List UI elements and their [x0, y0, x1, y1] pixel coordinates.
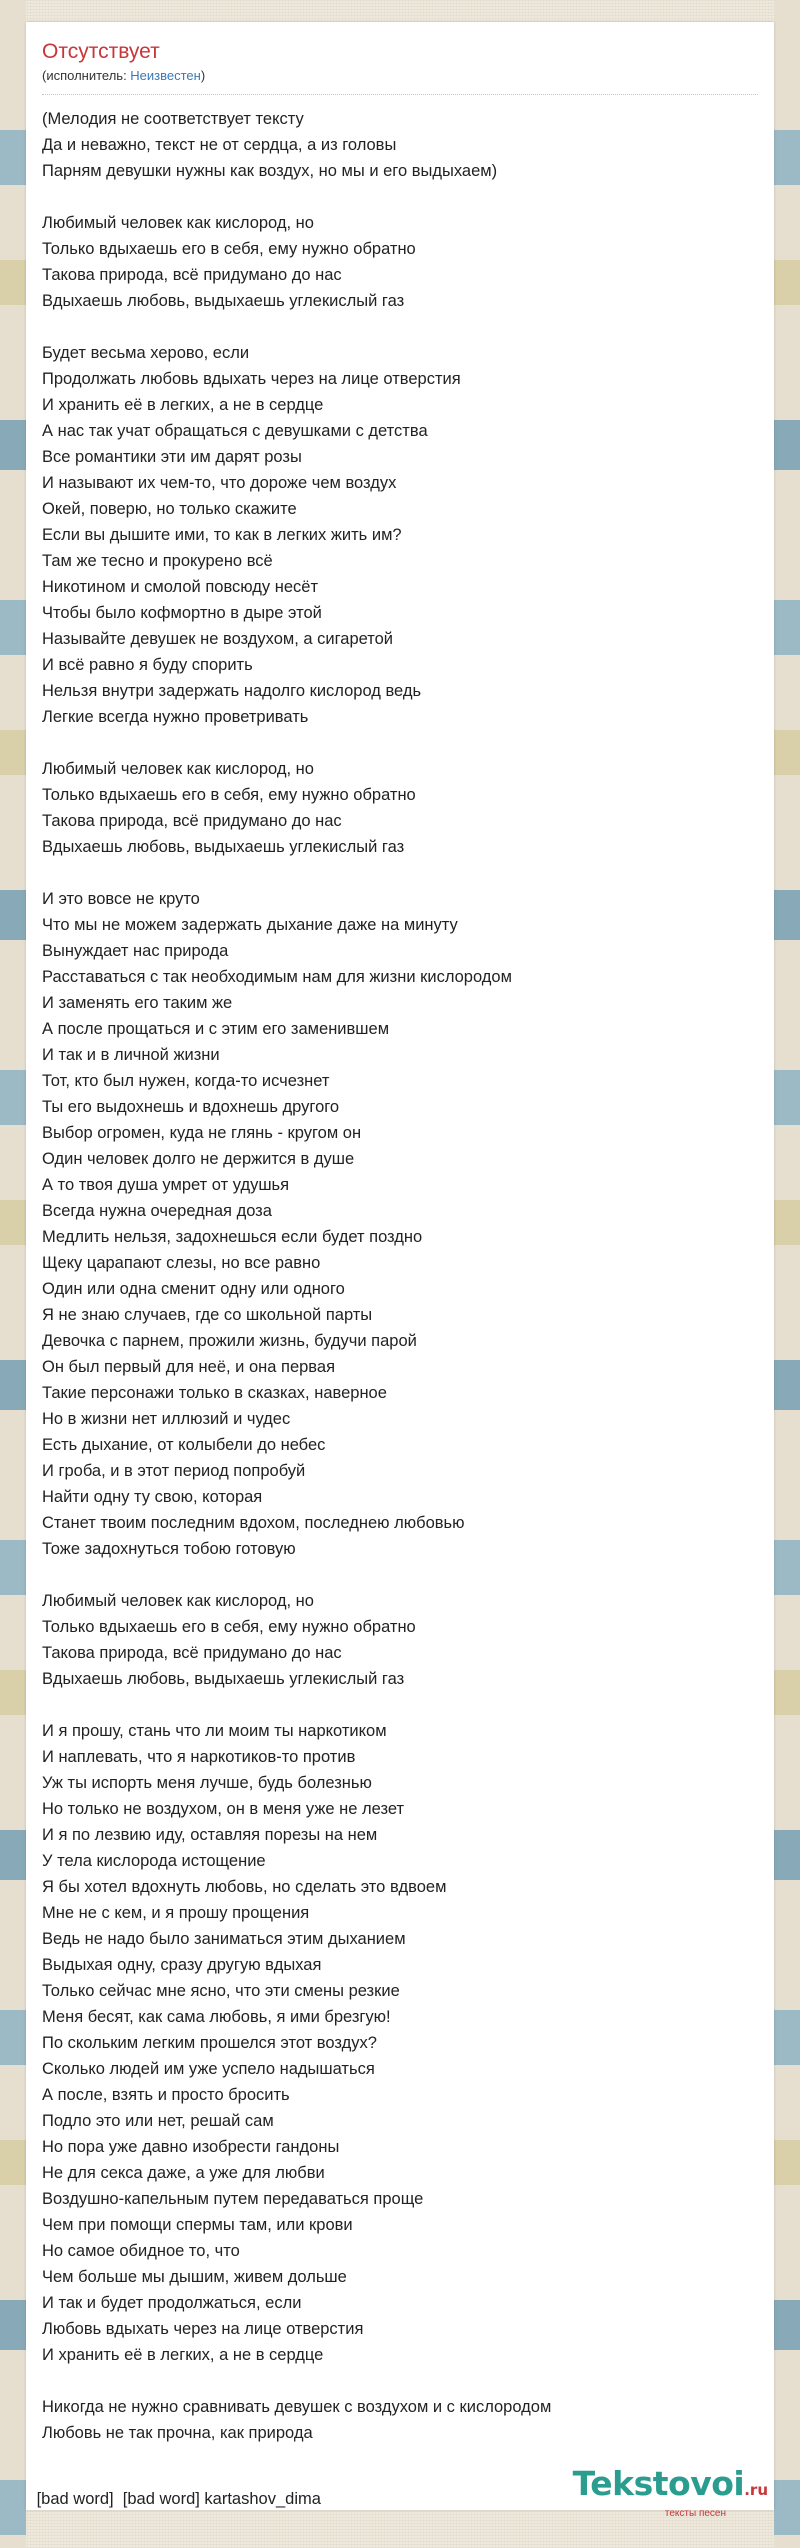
stanza-gap [42, 730, 758, 756]
lyric-line: Называйте девушек не воздухом, а сигаретой [42, 630, 394, 648]
lyric-line: Что мы не можем задержать дыхание даже на минуту [42, 916, 458, 934]
lyric-line: Только вдыхаешь его в себя, ему нужно обратно [42, 1618, 416, 1636]
lyric-line: Там же тесно и прокурено всё [42, 552, 273, 570]
lyric-line: Мне не с кем, и я прошу прощения [42, 1904, 310, 1922]
stanza-gap [42, 314, 758, 340]
lyric-line: Девочка с парнем, прожили жизнь, будучи парой [42, 1332, 417, 1350]
lyric-line: А нас так учат обращаться с девушками с детства [42, 422, 428, 440]
lyric-line: По скольким легким прошелся этот воздух? [42, 2034, 377, 2052]
lyrics-body [42, 106, 758, 2446]
logo-wordmark [538, 2466, 768, 2508]
lyric-line: И я по лезвию иду, оставляя порезы на нем [42, 1826, 378, 1844]
lyric-line: Подло это или нет, решай сам [42, 2112, 274, 2130]
lyric-line: Любимый человек как кислород, но [42, 214, 314, 232]
site-logo[interactable] [538, 2464, 768, 2519]
title-separator [42, 94, 758, 95]
stanza-gap [42, 2368, 758, 2394]
lyric-line: И я прошу, стань что ли моим ты наркотиком [42, 1722, 387, 1740]
lyric-line: Любовь вдыхать через на лице отверстия [42, 2320, 364, 2338]
lyric-line: И всё равно я буду спорить [42, 656, 253, 674]
lyric-line: А после прощаться и с этим его заменившем [42, 1020, 390, 1038]
lyric-line: Любимый человек как кислород, но [42, 1592, 314, 1610]
lyric-line: Тоже задохнуться тобою готовую [42, 1540, 296, 1558]
lyric-line: Такие персонажи только в сказках, наверное [42, 1384, 387, 1402]
lyric-line: Выдыхая одну, сразу другую вдыхая [42, 1956, 322, 1974]
lyric-line: Никогда не нужно сравнивать девушек с воздухом и с кислородом [42, 2398, 552, 2416]
lyric-line: Но самое обидное то, что [42, 2242, 240, 2260]
lyric-line: Да и неважно, текст не от сердца, а из головы [42, 136, 397, 154]
lyric-line: Вдыхаешь любовь, выдыхаешь углекислый газ [42, 1670, 405, 1688]
stanza-gap [42, 860, 758, 886]
lyric-line: Нельзя внутри задержать надолго кислород ведь [42, 682, 422, 700]
lyric-line: И наплевать, что я наркотиков-то против [42, 1748, 356, 1766]
lyric-line: А после, взять и просто бросить [42, 2086, 290, 2104]
lyric-line: Но пора уже давно изобрести гандоны [42, 2138, 340, 2156]
lyric-line: Расставаться с так необходимым нам для жизни кислородом [42, 968, 512, 986]
lyric-line: Меня бесят, как сама любовь, я ими брезгую! [42, 2008, 391, 2026]
logo-domain-suffix: .ru [744, 2481, 768, 2499]
lyric-line: И гроба, и в этот период попробуй [42, 1462, 306, 1480]
lyric-line: И так и в личной жизни [42, 1046, 220, 1064]
lyric-line: Окей, поверю, но только скажите [42, 500, 297, 518]
lyric-line: Вдыхаешь любовь, выдыхаешь углекислый газ [42, 838, 405, 856]
lyric-line: Но только не воздухом, он в меня уже не лезет [42, 1800, 405, 1818]
lyric-line: Воздушно-капельным путем передаваться проще [42, 2190, 424, 2208]
lyric-line: Сколько людей им уже успело надышаться [42, 2060, 375, 2078]
lyric-line: Но в жизни нет иллюзий и чудес [42, 1410, 291, 1428]
lyric-line: Такова природа, всё придумано до нас [42, 1644, 342, 1662]
lyric-line: А то твоя душа умрет от удушья [42, 1176, 290, 1194]
lyric-line: Парням девушки нужны как воздух, но мы и его выдыхаем) [42, 162, 498, 180]
lyric-line: Никотином и смолой повсюду несёт [42, 578, 319, 596]
artist-prefix: (исполнитель: [42, 68, 131, 83]
lyric-line: Выбор огромен, куда не глянь - кругом он [42, 1124, 362, 1142]
lyric-line: Такова природа, всё придумано до нас [42, 266, 342, 284]
lyric-line: Легкие всегда нужно проветривать [42, 708, 309, 726]
lyric-line: Станет твоим последним вдохом, последнею любовью [42, 1514, 465, 1532]
lyric-line: Вдыхаешь любовь, выдыхаешь углекислый газ [42, 292, 405, 310]
lyric-line: Любимый человек как кислород, но [42, 760, 314, 778]
lyric-line: Чем при помощи спермы там, или крови [42, 2216, 353, 2234]
lyric-line: Чтобы было кофмортно в дыре этой [42, 604, 322, 622]
lyric-line: И заменять его таким же [42, 994, 233, 1012]
lyric-line: И хранить её в легких, а не в сердце [42, 396, 324, 414]
lyric-line: Не для секса даже, а уже для любви [42, 2164, 325, 2182]
stanza-gap [42, 184, 758, 210]
lyric-line: Такова природа, всё придумано до нас [42, 812, 342, 830]
lyric-line: Уж ты испорть меня лучше, будь болезнью [42, 1774, 372, 1792]
lyric-line: И называют их чем-то, что дороже чем воздух [42, 474, 397, 492]
lyric-line: И это вовсе не круто [42, 890, 200, 908]
lyric-line: Вынуждает нас природа [42, 942, 229, 960]
credits-line: [bad word] [bad word] kartashov_dima [32, 2490, 321, 2508]
lyric-line: Есть дыхание, от колыбели до небес [42, 1436, 326, 1454]
lyric-line: Один или одна сменит одну или одного [42, 1280, 345, 1298]
lyric-line: И так и будет продолжаться, если [42, 2294, 302, 2312]
lyric-line: Только вдыхаешь его в себя, ему нужно обратно [42, 786, 416, 804]
lyric-line: Только сейчас мне ясно, что эти смены резкие [42, 1982, 400, 2000]
lyric-line: Щеку царапают слезы, но все равно [42, 1254, 321, 1272]
lyric-line: Один человек долго не держится в душе [42, 1150, 355, 1168]
stanza-gap [42, 1692, 758, 1718]
lyric-line: Всегда нужна очередная доза [42, 1202, 272, 1220]
logo-main-text: Tekstovoi [572, 2464, 745, 2503]
lyric-line: Любовь не так прочна, как природа [42, 2424, 313, 2442]
artist-suffix: ) [200, 68, 206, 83]
lyric-line: Если вы дышите ими, то как в легких жить им? [42, 526, 402, 544]
lyric-line: И хранить её в легких, а не в сердце [42, 2346, 324, 2364]
lyric-line: Тот, кто был нужен, когда-то исчезнет [42, 1072, 330, 1090]
lyric-line: Я не знаю случаев, где со школьной парты [42, 1306, 373, 1324]
lyrics-card [26, 22, 774, 2519]
stanza-gap [42, 1562, 758, 1588]
lyric-line: (Мелодия не соответствует тексту [42, 110, 304, 128]
lyric-line: Будет весьма херово, если [42, 344, 250, 362]
lyric-line: Он был первый для неё, и она первая [42, 1358, 336, 1376]
lyric-line: Найти одну ту свою, которая [42, 1488, 263, 1506]
lyric-line: Только вдыхаешь его в себя, ему нужно обратно [42, 240, 416, 258]
lyric-line: Медлить нельзя, задохнешься если будет поздно [42, 1228, 423, 1246]
right-decorative-stripe [774, 0, 800, 2548]
logo-tagline: тексты песен [664, 2508, 726, 2519]
lyric-line: У тела кислорода истощение [42, 1852, 266, 1870]
lyric-line: Чем больше мы дышим, живем дольше [42, 2268, 347, 2286]
lyric-line: Все романтики эти им дарят розы [42, 448, 302, 466]
artist-link[interactable]: Неизвестен [130, 68, 201, 83]
artist-line [42, 68, 205, 84]
lyric-line: Продолжать любовь вдыхать через на лице отверстия [42, 370, 461, 388]
lyric-line: Ведь не надо было заниматься этим дыханием [42, 1930, 406, 1948]
lyric-line: Я бы хотел вдохнуть любовь, но сделать это вдвоем [42, 1878, 447, 1896]
song-title: Отсутствует [42, 40, 160, 63]
left-decorative-stripe [0, 0, 26, 2548]
lyric-line: Ты его выдохнешь и вдохнешь другого [42, 1098, 340, 1116]
